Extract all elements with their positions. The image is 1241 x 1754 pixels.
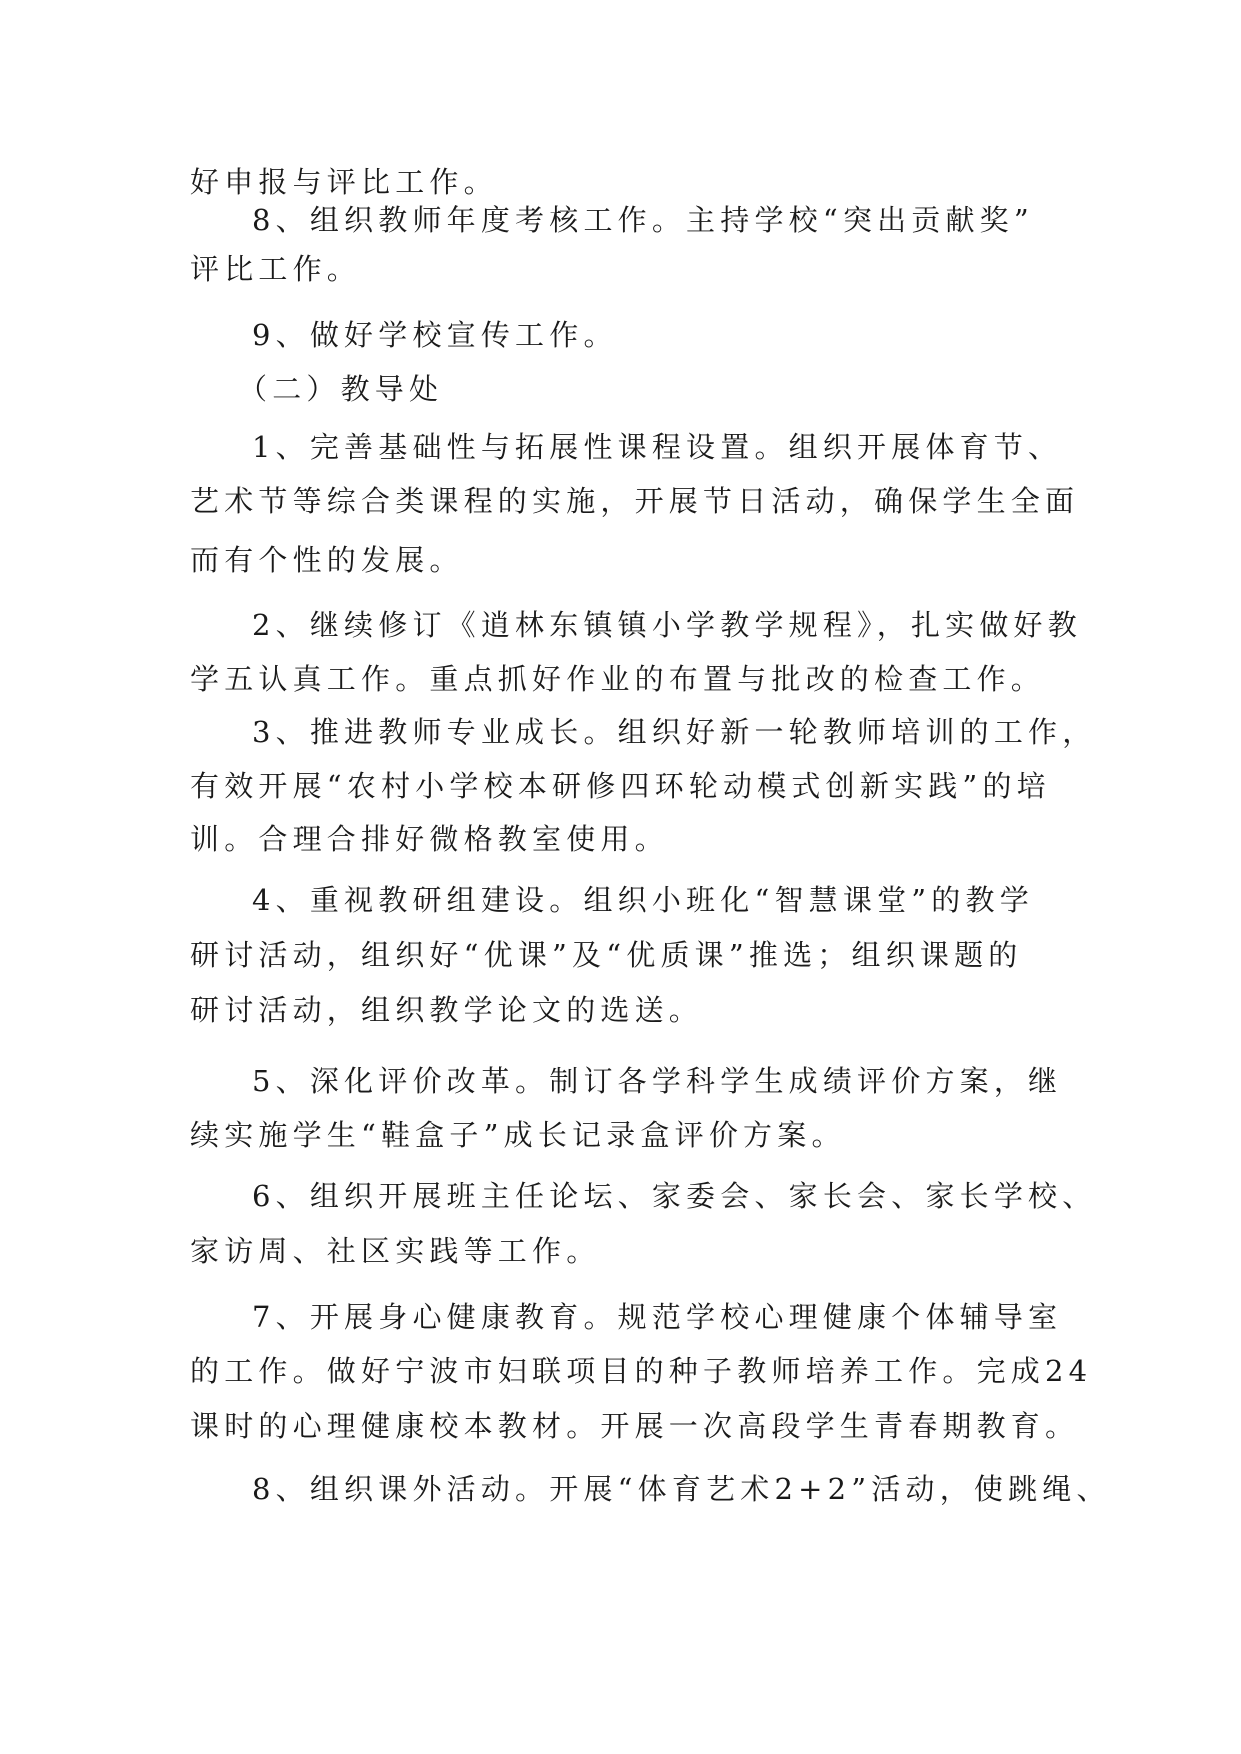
text-line: 学五认真工作。重点抓好作业的布置与批改的检查工作。 xyxy=(190,662,1046,696)
text-line: 评比工作。 xyxy=(190,252,362,286)
text-line: 续实施学生“鞋盒子”成长记录盒评价方案。 xyxy=(190,1118,846,1152)
text-line: 2、继续修订《逍林东镇镇小学教学规程》，扎实做好教 xyxy=(252,608,1082,642)
text-line: 研讨活动，组织好“优课”及“优质课”推选；组织课题的 xyxy=(190,938,1023,972)
text-line: 8、组织课外活动。开展“体育艺术2+2”活动，使跳绳、 xyxy=(252,1472,1111,1506)
text-line: 课时的心理健康校本教材。开展一次高段学生青春期教育。 xyxy=(190,1409,1080,1443)
text-line: 的工作。做好宁波市妇联项目的种子教师培养工作。完成24 xyxy=(190,1354,1093,1388)
section-heading: （二）教导处 xyxy=(238,372,444,406)
text-line: 4、重视教研组建设。组织小班化“智慧课堂”的教学 xyxy=(252,883,1034,917)
text-line: 5、深化评价改革。制订各学科学生成绩评价方案，继 xyxy=(252,1064,1063,1098)
text-line: 训。合理合排好微格教室使用。 xyxy=(190,822,669,856)
text-line: 而有个性的发展。 xyxy=(190,543,464,577)
text-line: 1、完善基础性与拓展性课程设置。组织开展体育节、 xyxy=(252,430,1063,464)
text-line: 有效开展“农村小学校本研修四环轮动模式创新实践”的培 xyxy=(190,769,1051,803)
text-line: 研讨活动，组织教学论文的选送。 xyxy=(190,993,704,1027)
text-line: 9、做好学校宣传工作。 xyxy=(252,318,618,352)
text-line: 好申报与评比工作。 xyxy=(190,165,498,199)
text-line: 8、组织教师年度考核工作。主持学校“突出贡献奖” xyxy=(252,203,1034,237)
text-line: 艺术节等综合类课程的实施，开展节日活动，确保学生全面 xyxy=(190,484,1080,518)
text-line: 7、开展身心健康教育。规范学校心理健康个体辅导室 xyxy=(252,1300,1063,1334)
text-line: 6、组织开展班主任论坛、家委会、家长会、家长学校、 xyxy=(252,1179,1097,1213)
text-line: 家访周、社区实践等工作。 xyxy=(190,1234,601,1268)
text-line: 3、推进教师专业成长。组织好新一轮教师培训的工作， xyxy=(252,715,1097,749)
